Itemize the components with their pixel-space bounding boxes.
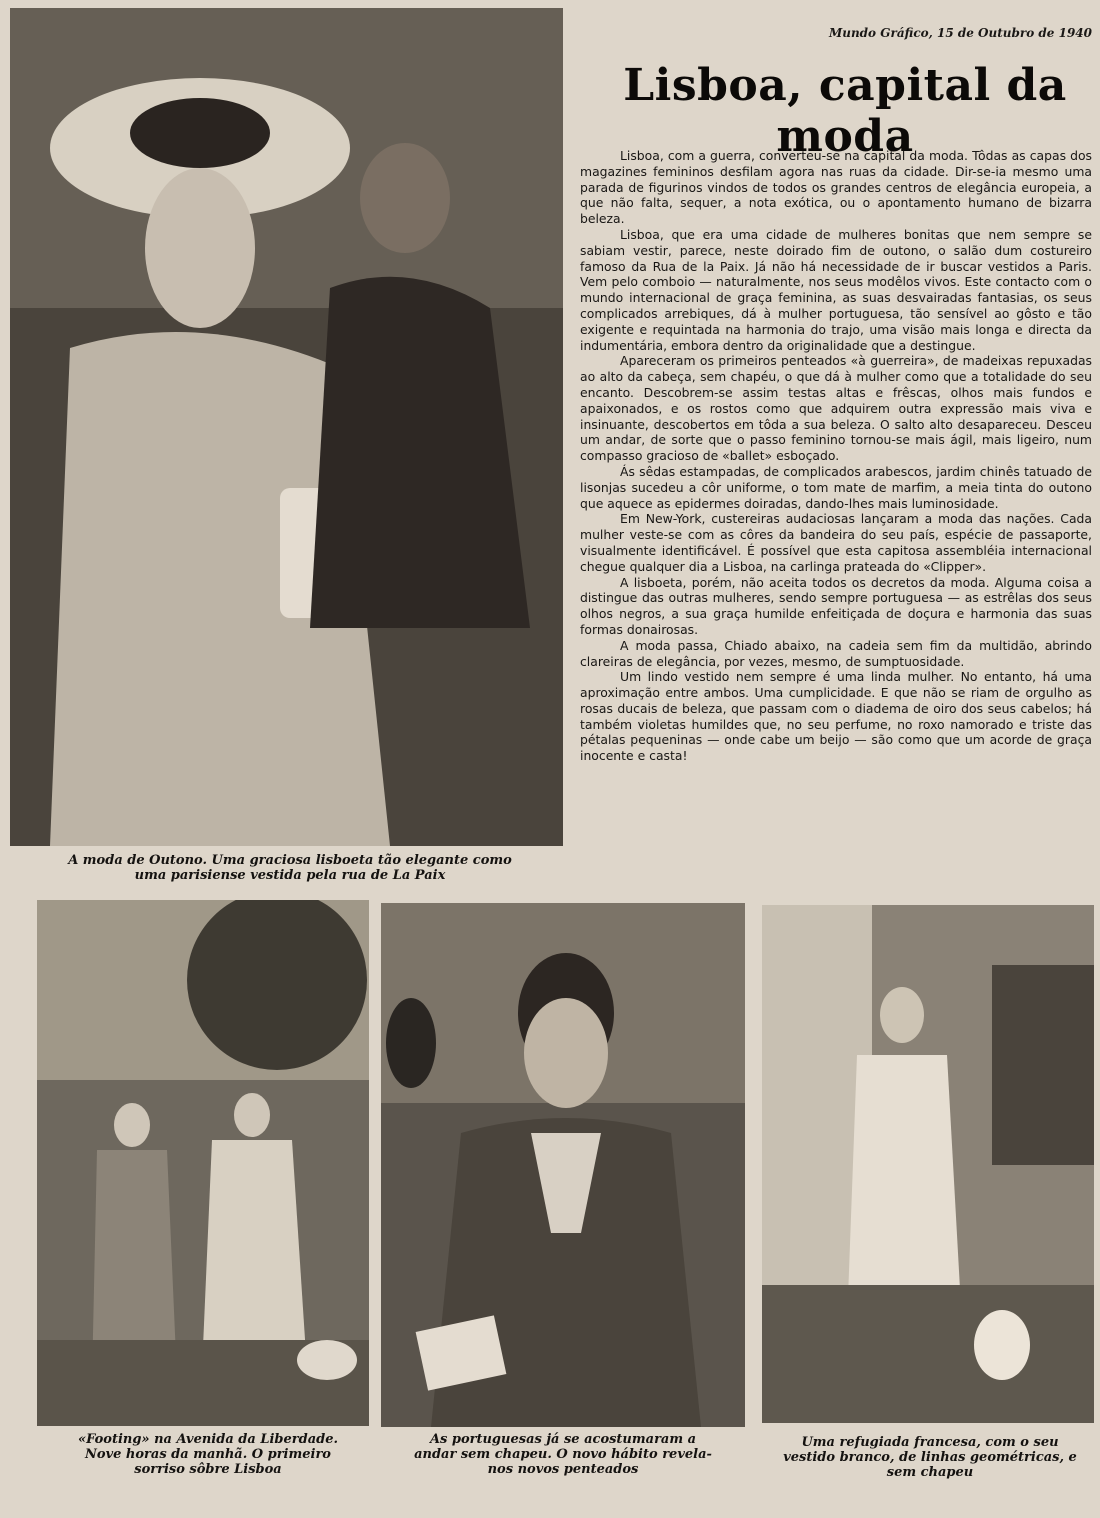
photo3-illustration (762, 905, 1094, 1423)
article-headline: Lisboa, capital da moda (623, 60, 1067, 162)
article-paragraph: Apareceram os primeiros penteados «à guerreira», de madeixas repuxadas ao alto da cabeça, sem chapéu, o que dá à mulher como que a totalidade do seu encanto. Descobrem-se assim testas altas e frêscas, olhos mais fundos e apaixonados, e os rostos como que adquirem outra expressão mais viva e insinuante, descobertos em tôda a sua beleza. O salto alto desapareceu. Desceu um andar, de sorte que o passo feminino tornou-se mais ágil, mais ligeiro, num compasso gracioso de «ballet» esboçado. (580, 353, 1092, 464)
article-paragraph: Ás sêdas estampadas, de complicados arabescos, jardim chinês tatuado de lisonjas sucedeu a côr uniforme, o tom mate de marfim, a meia tinta do outono que aquece as epidermes doiradas, dando-lhes mais luminosidade. (580, 463, 1092, 511)
article-paragraph: Lisboa, que era uma cidade de mulheres bonitas que nem sempre se sabiam vestir, parece, neste doirado fim de outono, o salão dum costureiro famoso da Rua de la Paix. Já não há necessidade de ir buscar vestidos a Paris. Vem pelo comboio — naturalmente, nos seus modêlos vivos. Este contacto com o mundo internacional de graça feminina, as suas desvairadas fantasias, os seus complicados arrebiques, dá à mulher portuguesa, tão sensível ao gôsto e tão exigente e requintada na harmonia do trajo, uma visão mais longa e directa da indumentária, embora dentro da originalidade que a destingue. (580, 226, 1092, 353)
article-paragraph: A lisboeta, porém, não aceita todos os decretos da moda. Alguma coisa a distingue das outras mulheres, sendo sempre portuguesa — as estrêlas dos seus olhos negros, a sua graça humilde enfeitiçada de doçura e harmonia das suas formas donairosas. (580, 574, 1092, 637)
photo2-caption: As portuguesas já se acostumaram a andar sem chapeu. O novo hábito revela-nos novos penteados (414, 1432, 712, 1477)
photo1-illustration (37, 900, 369, 1426)
article-paragraph: Um lindo vestido nem sempre é uma linda mulher. No entanto, há uma aproximação entre ambos. Uma cumplicidade. E que não se riam de orgulho as rosas ducais de beleza, que passam com o diadema de oiro dos seus cabelos; há também violetas humildes que, no seu perfume, no roxo namorado e triste das pétalas pequeninas — onde cabe um beijo — são como que um acorde de graça inocente e casta! (580, 669, 1092, 764)
photograph-sem-chapeu (381, 903, 745, 1427)
main-photo-caption: A moda de Outono. Uma graciosa lisboeta tão elegante como uma parisiense vestida pela rua de La Paix (68, 853, 512, 883)
photo2-illustration (381, 903, 745, 1427)
article-paragraph: A moda passa, Chiado abaixo, na cadeia sem fim da multidão, abrindo clareiras de elegância, por vezes, mesmo, de sumptuosidade. (580, 637, 1092, 669)
photo1-caption: «Footing» na Avenida da Liberdade. Nove horas da manhã. O primeiro sorriso sôbre Lisboa (77, 1432, 339, 1477)
main-photo-illustration (10, 8, 563, 846)
article-paragraph: Lisboa, com a guerra, converteu-se na capital da moda. Tôdas as capas dos magazines femininos desfilam agora nas ruas da cidade. Dir-se-ia mesmo uma parada de figurinos vindos de todos os grandes centros de elegância europeia, a que não falta, sequer, a nota exótica, ou o apontamento humano de bizarra beleza. (580, 148, 1092, 227)
article-body (580, 148, 1092, 764)
photo3-caption: Uma refugiada francesa, com o seu vestido branco, de linhas geométricas, e sem chapeu (783, 1435, 1077, 1480)
article-paragraph: Em New-York, custereiras audaciosas lançaram a moda das nações. Cada mulher veste-se com as côres da bandeira do seu país, espécie de passaporte, visualmente identificável. É possível que esta capitosa assembléia internacional chegue qualquer dia a Lisboa, na carlinga prateada do «Clipper». (580, 511, 1092, 574)
publication-header: Mundo Gráfico, 15 de Outubro de 1940 (828, 26, 1092, 40)
photograph-refugiada-francesa (762, 905, 1094, 1423)
main-photograph (10, 8, 563, 846)
photograph-footing-avenida (37, 900, 369, 1426)
